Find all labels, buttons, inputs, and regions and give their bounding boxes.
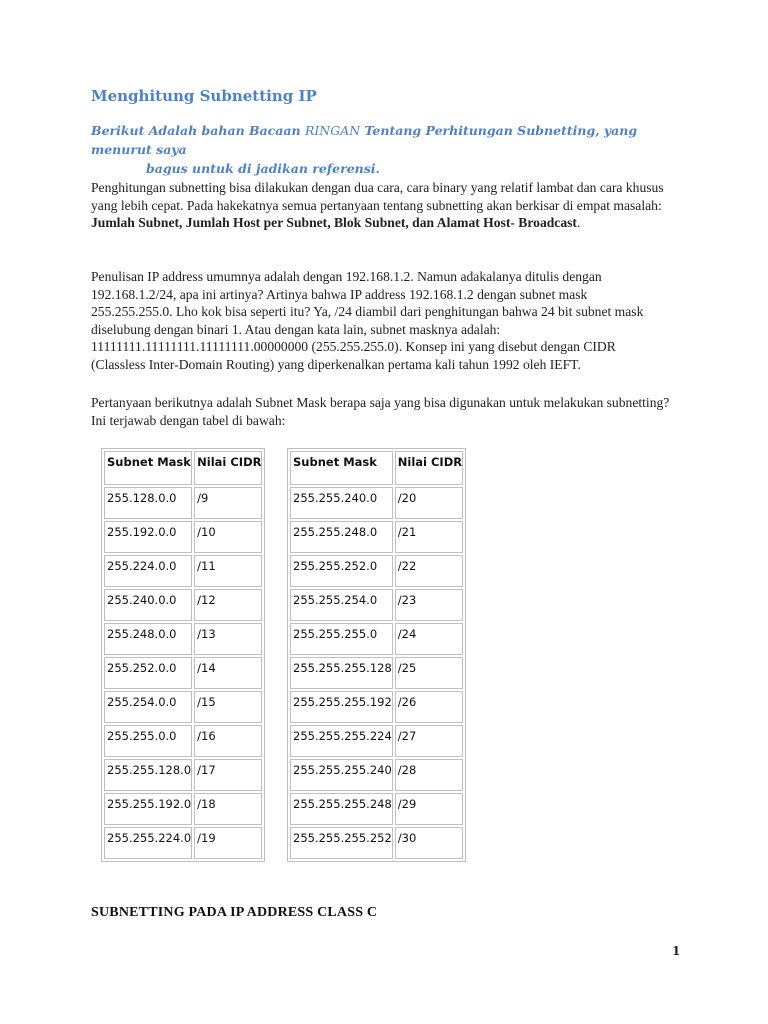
document-heading: Menghitung Subnetting IP <box>91 87 317 105</box>
page-number: 1 <box>672 944 681 958</box>
table-row <box>290 827 463 859</box>
table-row <box>290 759 463 791</box>
cell-cidr: /12 <box>194 589 262 621</box>
subtitle-line2: bagus untuk di jadikan referensi. <box>146 161 380 176</box>
table-row <box>104 589 262 621</box>
cell-cidr: /10 <box>194 521 262 553</box>
cell-subnet-mask: 255.255.255.0 <box>290 623 393 655</box>
cell-subnet-mask: 255.248.0.0 <box>104 623 192 655</box>
cell-cidr: /16 <box>194 725 262 757</box>
intro-subtitle <box>91 121 681 178</box>
cell-cidr: /26 <box>395 691 463 723</box>
cell-cidr: /30 <box>395 827 463 859</box>
cell-subnet-mask: 255.254.0.0 <box>104 691 192 723</box>
table-header-row <box>104 451 262 485</box>
cell-cidr: /11 <box>194 555 262 587</box>
section-heading-class-c: SUBNETTING PADA IP ADDRESS CLASS C <box>91 905 378 920</box>
cell-subnet-mask: 255.255.255.224 <box>290 725 393 757</box>
para1-text: Penghitungan subnetting bisa dilakukan dengan dua cara, cara binary yang relatif lambat dan cara khusus yang lebih cepat. Pada hakekatnya semua pertanyaan tentang subnetting akan berkisar di empat masalah: <box>91 180 664 213</box>
subtitle-part2: RINGAN <box>304 123 361 138</box>
table-row <box>290 725 463 757</box>
cell-cidr: /20 <box>395 487 463 519</box>
paragraph-subnetting-methods <box>91 179 671 232</box>
subnet-table-right-body <box>290 451 463 859</box>
cell-subnet-mask: 255.255.240.0 <box>290 487 393 519</box>
subtitle-part3: Tentang Perhitungan Subnetting, yang menurut saya <box>91 123 638 157</box>
table-row <box>290 487 463 519</box>
cell-subnet-mask: 255.255.0.0 <box>104 725 192 757</box>
table-row <box>290 657 463 689</box>
subnet-table-left <box>101 448 265 862</box>
para1-bold: Jumlah Subnet, Jumlah Host per Subnet, Blok Subnet, dan Alamat Host- Broadcast <box>91 215 577 231</box>
cell-subnet-mask: 255.255.248.0 <box>290 521 393 553</box>
cell-cidr: /9 <box>194 487 262 519</box>
header-subnet-mask: Subnet Mask <box>290 451 393 485</box>
para1-end: . <box>576 215 581 231</box>
cell-subnet-mask: 255.255.255.240 <box>290 759 393 791</box>
cell-subnet-mask: 255.252.0.0 <box>104 657 192 689</box>
table-header-row <box>290 451 463 485</box>
table-row <box>104 487 262 519</box>
cell-subnet-mask: 255.128.0.0 <box>104 487 192 519</box>
cell-cidr: /27 <box>395 725 463 757</box>
cell-cidr: /14 <box>194 657 262 689</box>
table-row <box>104 623 262 655</box>
subtitle-part1: Berikut Adalah bahan Bacaan <box>91 123 305 138</box>
cell-cidr: /15 <box>194 691 262 723</box>
table-row <box>290 623 463 655</box>
table-row <box>104 521 262 553</box>
cell-cidr: /22 <box>395 555 463 587</box>
cell-subnet-mask: 255.224.0.0 <box>104 555 192 587</box>
cell-cidr: /23 <box>395 589 463 621</box>
table-row <box>104 827 262 859</box>
table-row <box>290 555 463 587</box>
table-row <box>104 725 262 757</box>
cell-subnet-mask: 255.240.0.0 <box>104 589 192 621</box>
header-subnet-mask: Subnet Mask <box>104 451 192 485</box>
cell-subnet-mask: 255.255.255.192 <box>290 691 393 723</box>
cell-subnet-mask: 255.255.192.0 <box>104 793 192 825</box>
header-cidr: Nilai CIDR <box>395 451 463 485</box>
cell-cidr: /19 <box>194 827 262 859</box>
cell-subnet-mask: 255.255.255.128 <box>290 657 393 689</box>
cell-subnet-mask: 255.255.224.0 <box>104 827 192 859</box>
cell-subnet-mask: 255.255.252.0 <box>290 555 393 587</box>
table-row <box>104 657 262 689</box>
table-row <box>104 555 262 587</box>
paragraph-cidr: Penulisan IP address umumnya adalah dengan 192.168.1.2. Namun adakalanya ditulis dengan 192.168.1.2/24, apa ini artinya? Artinya bahwa IP address 192.168.1.2 dengan subnet mask 255.255.255.0. Lho kok bisa seperti itu? Ya, /24 diambil dari penghitungan bahwa 24 bit subnet mask diselubung dengan binari 1. Atau dengan kata lain, subnet masknya adalah: 11111111.11111111.11111111.00000000 (255.255.255.0). Konsep ini yang disebut dengan CIDR (Classless Inter-Domain Routing) yang diperkenalkan pertama kali tahun 1992 oleh IEFT. <box>91 269 644 372</box>
cell-cidr: /24 <box>395 623 463 655</box>
subnet-table-left-body <box>104 451 262 859</box>
table-row <box>290 793 463 825</box>
table-row <box>290 589 463 621</box>
subnet-table-right <box>287 448 466 862</box>
cell-subnet-mask: 255.255.255.252 <box>290 827 393 859</box>
table-row <box>104 793 262 825</box>
cell-cidr: /18 <box>194 793 262 825</box>
paragraph-table-intro: Pertanyaan berikutnya adalah Subnet Mask berapa saja yang bisa digunakan untuk melakukan subnetting? Ini terjawab dengan tabel di bawah: <box>91 395 670 428</box>
table-row <box>290 691 463 723</box>
cell-cidr: /25 <box>395 657 463 689</box>
table-row <box>104 759 262 791</box>
cell-cidr: /21 <box>395 521 463 553</box>
cell-cidr: /29 <box>395 793 463 825</box>
cell-subnet-mask: 255.192.0.0 <box>104 521 192 553</box>
header-cidr: Nilai CIDR <box>194 451 262 485</box>
cell-cidr: /17 <box>194 759 262 791</box>
cell-subnet-mask: 255.255.255.248 <box>290 793 393 825</box>
cell-cidr: /28 <box>395 759 463 791</box>
table-row <box>290 521 463 553</box>
cell-subnet-mask: 255.255.128.0 <box>104 759 192 791</box>
table-row <box>104 691 262 723</box>
cell-subnet-mask: 255.255.254.0 <box>290 589 393 621</box>
cell-cidr: /13 <box>194 623 262 655</box>
